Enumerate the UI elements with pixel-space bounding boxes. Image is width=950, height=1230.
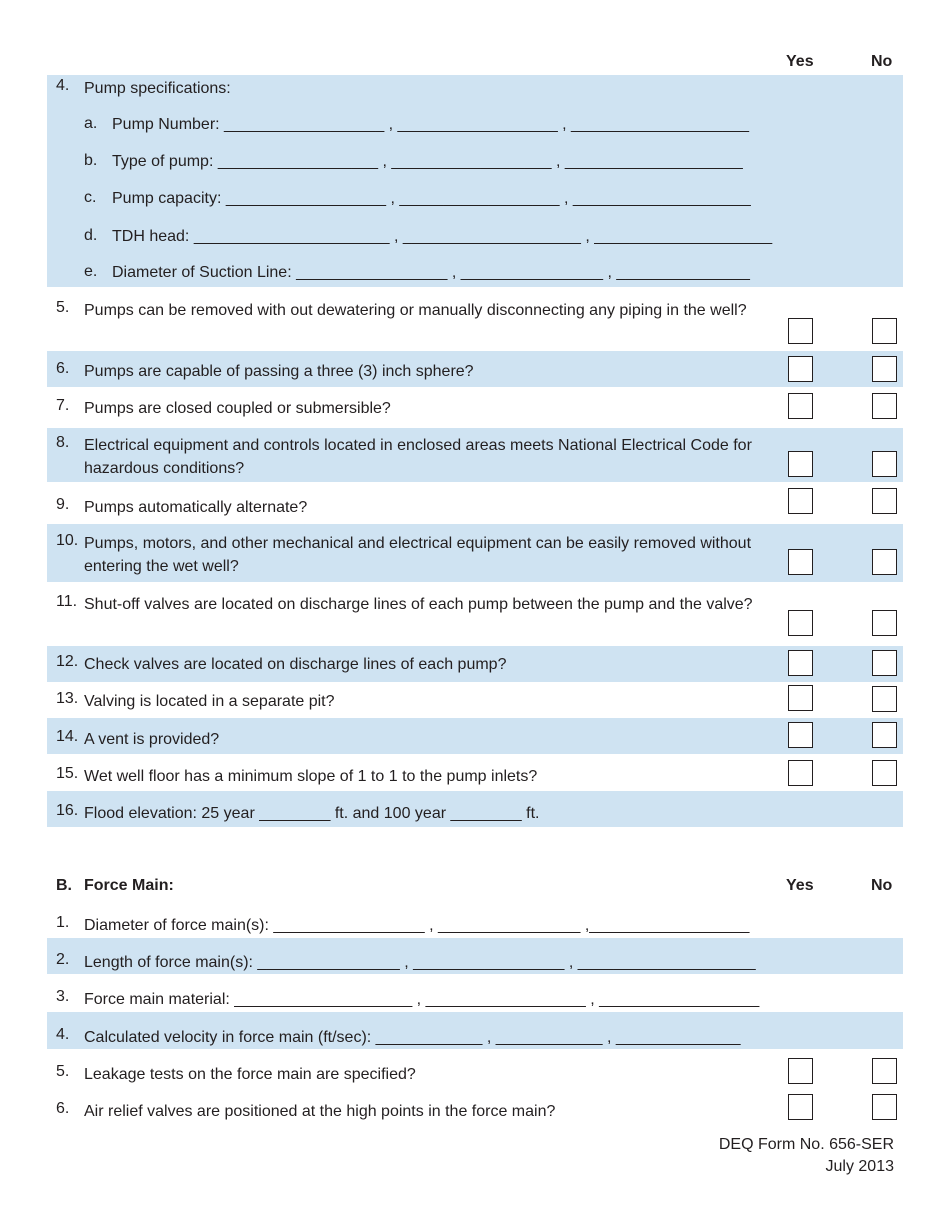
pump-capacity-field[interactable]: Pump capacity: __________________ , __________________ , ____________________ xyxy=(112,190,751,207)
force-main-velocity-field[interactable]: Calculated velocity in force main (ft/sec): ____________ , ____________ , ______________ xyxy=(84,1029,741,1046)
item-number: 12. xyxy=(56,653,79,670)
item-text: Pumps can be removed with out dewatering or manually disconnecting any piping in the well? xyxy=(84,302,747,319)
item-number: 11. xyxy=(56,593,78,610)
yes-checkbox[interactable] xyxy=(788,760,813,786)
yes-checkbox[interactable] xyxy=(788,1094,813,1120)
pump-specifications-block xyxy=(47,75,903,287)
item-text: Pumps are capable of passing a three (3) inch sphere? xyxy=(84,363,474,380)
item-text: Pumps, motors, and other mechanical and electrical equipment can be easily removed without entering the wet well? xyxy=(84,535,752,575)
item-text: Leakage tests on the force main are specified? xyxy=(84,1066,416,1083)
yes-checkbox[interactable] xyxy=(788,685,813,711)
no-checkbox[interactable] xyxy=(872,610,897,636)
no-checkbox[interactable] xyxy=(872,549,897,575)
flood-elevation-field[interactable]: Flood elevation: 25 year ________ ft. and 100 year ________ ft. xyxy=(84,805,540,822)
item-text: Air relief valves are positioned at the high points in the force main? xyxy=(84,1103,556,1120)
yes-checkbox[interactable] xyxy=(788,356,813,382)
sub-item-letter: c. xyxy=(84,189,97,206)
item-number: 4. xyxy=(56,77,70,94)
item-text: Pump specifications: xyxy=(84,80,231,97)
item-text: A vent is provided? xyxy=(84,731,220,748)
yes-checkbox[interactable] xyxy=(788,393,813,419)
item-text: Pumps are closed coupled or submersible? xyxy=(84,400,391,417)
item-number: 14. xyxy=(56,728,79,745)
item-number: 1. xyxy=(56,914,70,931)
item-number: 16. xyxy=(56,802,79,819)
form-number: DEQ Form No. 656-SER xyxy=(718,1136,894,1153)
item-number: 6. xyxy=(56,360,70,377)
no-checkbox[interactable] xyxy=(872,722,897,748)
yes-checkbox[interactable] xyxy=(788,650,813,676)
yes-checkbox[interactable] xyxy=(788,1058,813,1084)
suction-line-diameter-field[interactable]: Diameter of Suction Line: _________________ , ________________ , _______________ xyxy=(112,264,750,281)
sub-item-letter: a. xyxy=(84,115,98,132)
no-checkbox[interactable] xyxy=(872,393,897,419)
item-number: 13. xyxy=(56,690,79,707)
item-text: Pumps automatically alternate? xyxy=(84,499,308,516)
item-number: 5. xyxy=(56,299,70,316)
no-checkbox[interactable] xyxy=(872,650,897,676)
item-text: Check valves are located on discharge lines of each pump? xyxy=(84,656,507,673)
no-checkbox[interactable] xyxy=(872,686,897,712)
sub-item-letter: e. xyxy=(84,263,98,280)
item-text: Valving is located in a separate pit? xyxy=(84,693,335,710)
force-main-diameter-field[interactable]: Diameter of force main(s): _________________ , ________________ ,__________________ xyxy=(84,917,750,934)
yes-checkbox[interactable] xyxy=(788,610,813,636)
no-checkbox[interactable] xyxy=(872,760,897,786)
section-title: Force Main: xyxy=(84,877,174,894)
yes-checkbox[interactable] xyxy=(788,549,813,575)
yes-checkbox[interactable] xyxy=(788,722,813,748)
item-number: 10. xyxy=(56,532,79,549)
item-text: Shut-off valves are located on discharge lines of each pump between the pump and the valve? xyxy=(84,596,753,613)
form-date: July 2013 xyxy=(825,1158,894,1175)
sub-item-letter: d. xyxy=(84,227,98,244)
no-checkbox[interactable] xyxy=(872,451,897,477)
item-number: 4. xyxy=(56,1026,70,1043)
yes-checkbox[interactable] xyxy=(788,488,813,514)
yes-column-header: Yes xyxy=(786,877,814,894)
no-checkbox[interactable] xyxy=(872,356,897,382)
item-text: Wet well floor has a minimum slope of 1 to 1 to the pump inlets? xyxy=(84,768,538,785)
item-number: 3. xyxy=(56,988,70,1005)
no-checkbox[interactable] xyxy=(872,318,897,344)
pump-type-field[interactable]: Type of pump: __________________ , __________________ , ____________________ xyxy=(112,153,743,170)
item-number: 7. xyxy=(56,397,70,414)
section-letter: B. xyxy=(56,877,72,894)
no-checkbox[interactable] xyxy=(872,488,897,514)
yes-column-header: Yes xyxy=(786,53,814,70)
item-number: 9. xyxy=(56,496,70,513)
sub-item-letter: b. xyxy=(84,152,98,169)
no-checkbox[interactable] xyxy=(872,1058,897,1084)
item-number: 5. xyxy=(56,1063,70,1080)
yes-checkbox[interactable] xyxy=(788,451,813,477)
no-column-header: No xyxy=(871,53,893,70)
item-number: 2. xyxy=(56,951,70,968)
tdh-head-field[interactable]: TDH head: ______________________ , ____________________ , ____________________ xyxy=(112,228,773,245)
yes-checkbox[interactable] xyxy=(788,318,813,344)
item-number: 6. xyxy=(56,1100,70,1117)
no-checkbox[interactable] xyxy=(872,1094,897,1120)
force-main-material-field[interactable]: Force main material: ____________________ , __________________ , __________________ xyxy=(84,991,760,1008)
item-number: 15. xyxy=(56,765,79,782)
pump-number-field[interactable]: Pump Number: __________________ , __________________ , ____________________ xyxy=(112,116,750,133)
no-column-header: No xyxy=(871,877,893,894)
item-text: Electrical equipment and controls located in enclosed areas meets National Electrical Code for hazardous conditions? xyxy=(84,437,752,477)
force-main-length-field[interactable]: Length of force main(s): ________________ , _________________ , ____________________ xyxy=(84,954,756,971)
item-number: 8. xyxy=(56,434,70,451)
